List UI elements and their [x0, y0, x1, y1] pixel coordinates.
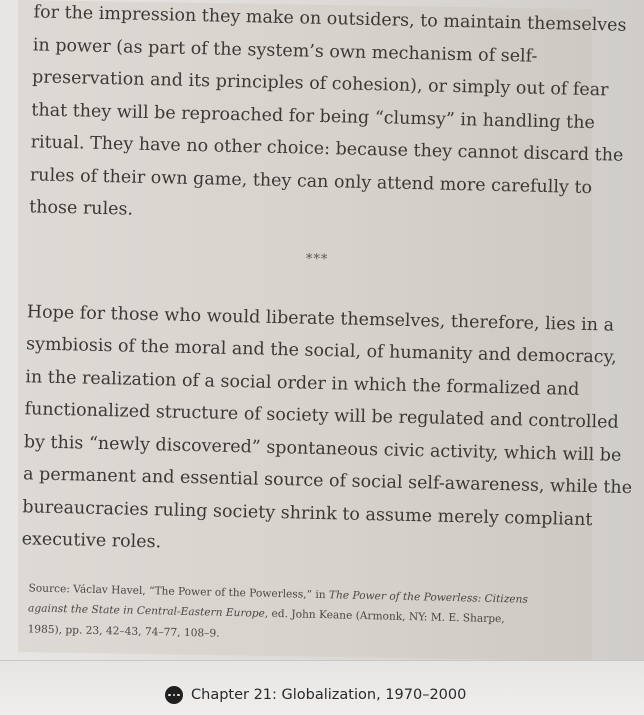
text-line: bureaucracies ruling society shrink to assume merely compliant — [22, 496, 593, 530]
text-line: rules of their own game, they can only attend more carefully to — [29, 164, 593, 198]
source-publisher: , ed. John Keane (Armonk, NY: M. E. Sharpe, — [264, 607, 505, 626]
excerpt-text — [3, 0, 633, 652]
section-divider: *** — [305, 251, 329, 267]
text-line: a permanent and essential source of social self-awareness, while the — [22, 464, 633, 499]
text-line: by this “newly discovered” spontaneous civic activity, which will be — [23, 431, 622, 466]
text-line: ritual. They have no other choice: because they cannot discard the — [30, 132, 624, 166]
source-prefix: Source: Václav Havel, “The Power of the Powerless,” in — [28, 581, 330, 601]
text-line: those rules. — [28, 197, 134, 220]
book-title-part-1: The Power of the Powerless: Citizens — [328, 588, 529, 606]
text-line: in the realization of a social order in which the formalized and — [25, 366, 580, 400]
chapter-nav-button[interactable] — [165, 685, 466, 705]
chapter-label[interactable]: Chapter 21: Globalization, 1970–2000 — [191, 687, 467, 703]
text-line: preservation and its principles of cohesion), or simply out of fear — [31, 67, 609, 101]
text-line: for the impression they make on outsiders, to maintain themselves — [33, 2, 627, 36]
more-dots-icon[interactable] — [165, 686, 183, 704]
paragraph-1 — [13, 0, 627, 236]
source-line-3: 1985), pp. 23, 42–43, 74–77, 108–9. — [27, 622, 220, 640]
text-line: Hope for those who would liberate themselves, therefore, lies in a — [26, 301, 615, 336]
text-line: symbiosis of the moral and the social, of humanity and democracy, — [25, 334, 617, 368]
text-line: functionalized structure of society will be regulated and controlled — [24, 399, 619, 433]
text-line: in power (as part of the system’s own mechanism of self- — [32, 34, 538, 67]
paragraph-2 — [5, 295, 633, 568]
book-title-part-2: against the State in Central-Eastern Europe — [27, 602, 266, 620]
text-line: that they will be reproached for being “clumsy” in handling the — [31, 99, 596, 133]
text-line: executive roles. — [21, 529, 162, 553]
source-citation — [3, 577, 574, 651]
